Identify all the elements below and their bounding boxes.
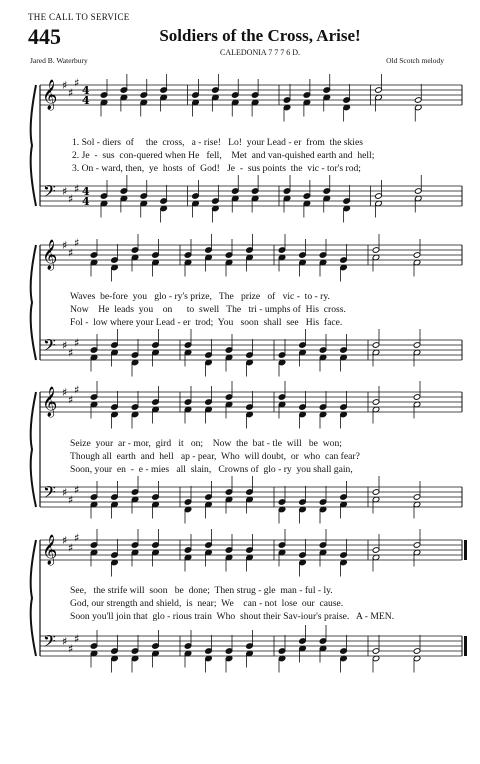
final-barline (464, 540, 467, 560)
treble-clef-icon: 𝄞 (42, 80, 58, 110)
treble-clef-icon: 𝄞 (42, 387, 58, 417)
sharp-icon: ♯ (68, 642, 74, 656)
sharp-icon: ♯ (68, 493, 74, 507)
sharp-icon: ♯ (62, 339, 68, 352)
lyric-verse-3: Soon you'll join that glo - rious train Who shout their Sav-iour's praise. A - MEN. (70, 611, 395, 622)
sharp-icon: ♯ (68, 192, 74, 206)
time-signature-top: 4 (82, 84, 90, 97)
lyric-verse-1: Seize your ar - mor, gird it on; Now the bat - tle will be won; (70, 438, 342, 449)
sharp-icon: ♯ (74, 336, 80, 350)
time-signature-bottom: 4 (82, 195, 90, 208)
treble-clef-icon: 𝄞 (42, 240, 58, 270)
brace-icon (31, 85, 36, 206)
sharp-icon: ♯ (62, 185, 68, 198)
sharp-icon: ♯ (74, 182, 80, 196)
sharp-icon: ♯ (68, 541, 74, 555)
time-signature-top: 4 (82, 185, 90, 198)
bass-clef-icon: 𝄢 (43, 482, 56, 506)
time-signature-bottom: 4 (82, 94, 90, 107)
bass-clef-icon: 𝄢 (43, 181, 56, 205)
lyric-verse-2: God, our strength and shield, is near; We can - not lose our cause. (70, 598, 344, 609)
hymn-number: 445 (28, 24, 61, 49)
brace-icon (31, 392, 36, 507)
sharp-icon: ♯ (62, 486, 68, 499)
brace-icon (31, 540, 36, 656)
sharp-icon: ♯ (68, 346, 74, 360)
lyric-verse-3: Fol - low where your Lead - er trod; You soon shall see His face. (70, 317, 343, 328)
final-barline (464, 636, 467, 656)
lyric-verse-2: Though all earth and hell ap - pear, Who will doubt, or who can fear? (70, 451, 360, 462)
author-credit: Jared B. Waterbury (30, 56, 88, 65)
tune-name: CALEDONIA 7 7 7 6 D. (220, 48, 300, 57)
sharp-icon: ♯ (62, 534, 68, 547)
section-label: THE CALL TO SERVICE (28, 12, 130, 22)
sharp-icon: ♯ (62, 635, 68, 648)
hymn-title: Soldiers of the Cross, Arise! (159, 26, 361, 45)
lyric-verse-2: Now He leads you on to swell The tri - umphs of His cross. (70, 304, 346, 315)
sharp-icon: ♯ (74, 483, 80, 497)
sharp-icon: ♯ (74, 632, 80, 646)
lyric-verse-1: Waves be-fore you glo - ry's prize, The prize of vic - to - ry. (70, 291, 330, 302)
lyric-verse-1: See, the strife will soon be done; Then strug - gle man - ful - ly. (70, 585, 333, 596)
lyric-verse-1: 1. Sol - diers of the cross, a - rise! Lo! your Lead - er from the skies (72, 137, 363, 148)
lyric-verse-3: Soon, your en - e - mies all slain, Crowns of glo - ry you shall gain, (70, 464, 353, 475)
sharp-icon: ♯ (74, 531, 80, 545)
brace-icon (31, 245, 36, 360)
composer-credit: Old Scotch melody (386, 56, 444, 65)
sharp-icon: ♯ (74, 76, 80, 90)
sharp-icon: ♯ (74, 236, 80, 250)
bass-clef-icon: 𝄢 (43, 335, 56, 359)
sharp-icon: ♯ (62, 386, 68, 399)
sharp-icon: ♯ (62, 79, 68, 92)
bass-clef-icon: 𝄢 (43, 631, 56, 655)
sharp-icon: ♯ (68, 86, 74, 100)
sharp-icon: ♯ (62, 239, 68, 252)
sharp-icon: ♯ (68, 246, 74, 260)
sharp-icon: ♯ (68, 393, 74, 407)
treble-clef-icon: 𝄞 (42, 535, 58, 565)
lyric-verse-3: 3. On - ward, then, ye hosts of God! Je - sus points the vic - tor's rod; (72, 163, 361, 174)
sharp-icon: ♯ (74, 383, 80, 397)
lyric-verse-2: 2. Je - sus con-quered when He fell, Met and van-quished earth and hell; (72, 150, 375, 161)
